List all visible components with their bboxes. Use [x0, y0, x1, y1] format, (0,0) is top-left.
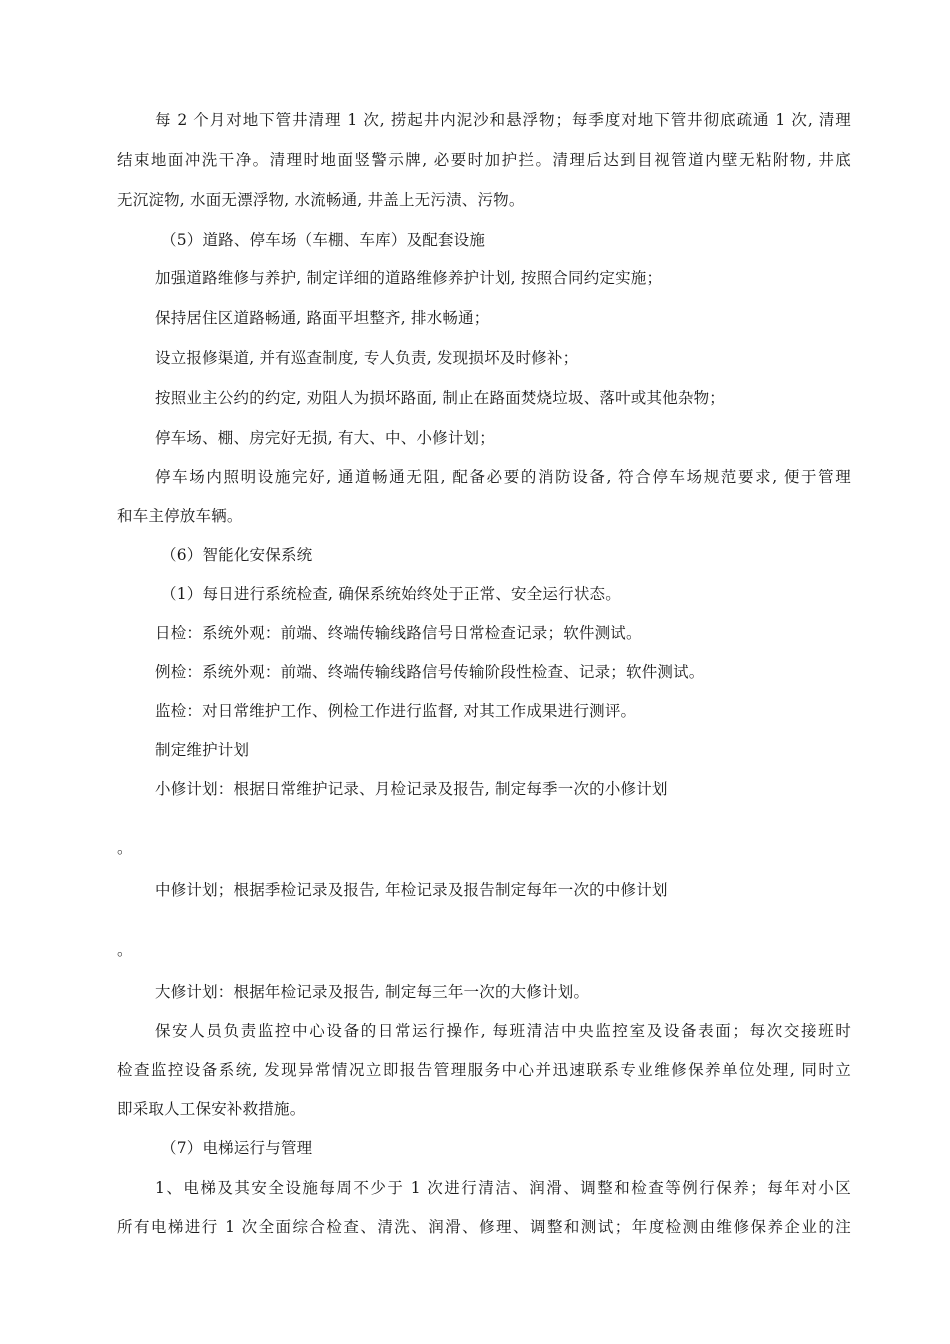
paragraph-line: 小修计划：根据日常维护记录、月检记录及报告, 制定每季一次的小修计划 — [155, 780, 668, 798]
paragraph-line: 例检：系统外观：前端、终端传输线路信号传输阶段性检查、记录；软件测试。 — [155, 663, 705, 681]
paragraph-line: 大修计划：根据年检记录及报告, 制定每三年一次的大修计划。 — [155, 983, 590, 1001]
paragraph-line: 日检：系统外观：前端、终端传输线路信号日常检查记录；软件测试。 — [155, 624, 642, 642]
paragraph-line: 加强道路维修与养护, 制定详细的道路维修养护计划, 按照合同约定实施； — [155, 269, 663, 287]
paragraph-line: 即采取人工保安补救措施。 — [117, 1100, 306, 1118]
paragraph-line: 制定维护计划 — [155, 741, 250, 759]
paragraph-line: 。 — [117, 839, 133, 857]
paragraph-line: 1、电梯及其安全设施每周不少于 1 次进行清洁、润滑、调整和检查等例行保养；每年对小区 — [155, 1179, 851, 1197]
paragraph-line: 每 2 个月对地下管井清理 1 次, 捞起井内泥沙和悬浮物；每季度对地下管井彻底疏通 1 次, 清理 — [155, 111, 851, 129]
paragraph-line: 中修计划；根据季检记录及报告, 年检记录及报告制定每年一次的中修计划 — [155, 881, 668, 899]
paragraph-line: （1）每日进行系统检查, 确保系统始终处于正常、安全运行状态。 — [161, 585, 621, 603]
section-heading: （7）电梯运行与管理 — [161, 1139, 313, 1157]
paragraph-line: 检查监控设备系统, 发现异常情况立即报告管理服务中心并迅速联系专业维修保养单位处理, 同时立 — [117, 1061, 851, 1079]
section-heading: （6）智能化安保系统 — [161, 546, 313, 564]
paragraph-line: 结束地面冲洗干净。清理时地面竖警示牌, 必要时加护拦。清理后达到目视管道内壁无粘附物, 井底 — [117, 151, 851, 169]
paragraph-line: 。 — [117, 941, 133, 959]
paragraph-line: 按照业主公约的约定, 劝阻人为损坏路面, 制止在路面焚烧垃圾、落叶或其他杂物； — [155, 389, 726, 407]
paragraph-line: 设立报修渠道, 并有巡查制度, 专人负责, 发现损坏及时修补； — [155, 349, 579, 367]
paragraph-line: 所有电梯进行 1 次全面综合检查、清洗、润滑、修理、调整和测试；年度检测由维修保养企业的注 — [117, 1218, 851, 1236]
paragraph-line: 保持居住区道路畅通, 路面平坦整齐, 排水畅通； — [155, 309, 490, 327]
paragraph-line: 停车场内照明设施完好, 通道畅通无阻, 配备必要的消防设备, 符合停车场规范要求, 便于管理 — [155, 468, 851, 486]
paragraph-line: 监检：对日常维护工作、例检工作进行监督, 对其工作成果进行测评。 — [155, 702, 637, 720]
paragraph-line: 无沉淀物, 水面无漂浮物, 水流畅通, 井盖上无污渍、污物。 — [117, 191, 525, 209]
paragraph-line: 停车场、棚、房完好无损, 有大、中、小修计划； — [155, 429, 495, 447]
paragraph-line: 保安人员负责监控中心设备的日常运行操作, 每班清洁中央监控室及设备表面；每次交接班时 — [155, 1022, 851, 1040]
section-heading: （5）道路、停车场（车棚、车库）及配套设施 — [161, 231, 486, 249]
paragraph-line: 和车主停放车辆。 — [117, 507, 243, 525]
